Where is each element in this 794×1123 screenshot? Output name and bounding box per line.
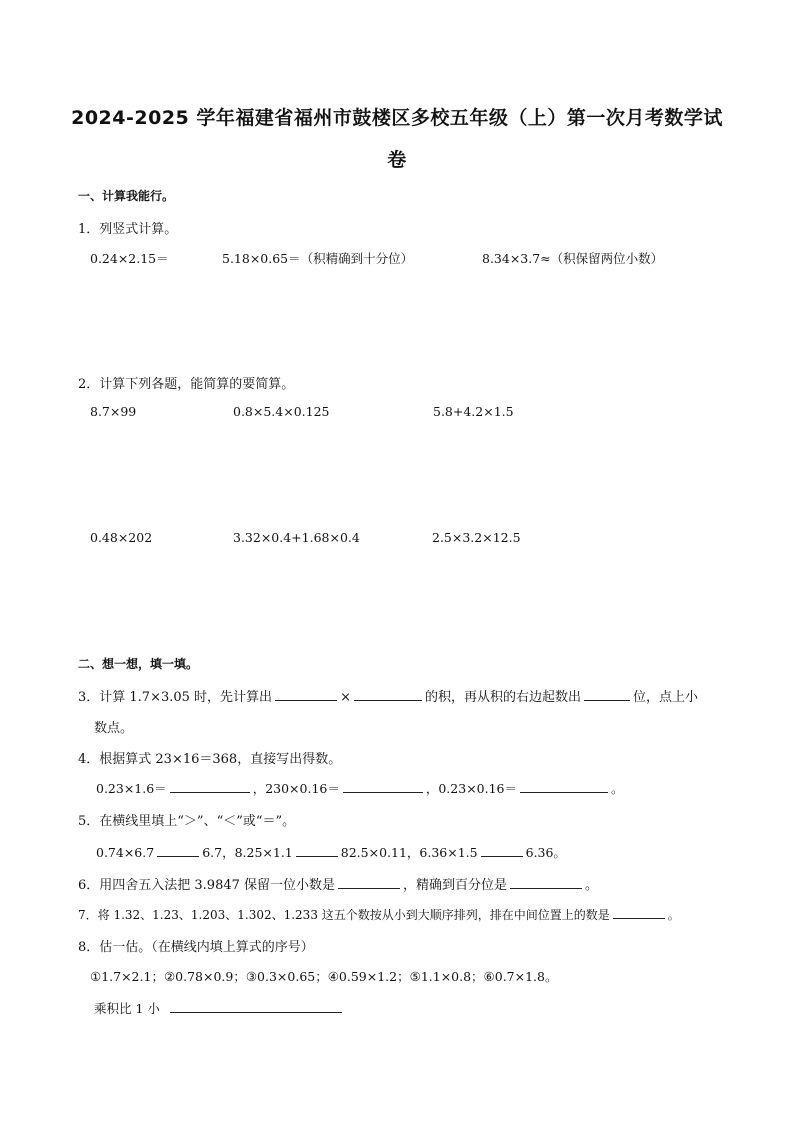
question-5-answers xyxy=(96,843,566,861)
q8-prompt: 乘积比 1 小 xyxy=(94,1001,160,1016)
q3-times: × xyxy=(340,690,351,705)
q6-end: 。 xyxy=(585,878,599,893)
question-3 xyxy=(78,686,698,705)
q4-blank-3[interactable] xyxy=(520,779,608,793)
question-6 xyxy=(78,874,598,893)
q4-blank-2[interactable] xyxy=(343,779,423,793)
q4-expr-3: ，0.23×0.16＝ xyxy=(425,781,517,796)
q7-blank[interactable] xyxy=(613,905,665,919)
q6-text-2: ，精确到百分位是 xyxy=(403,878,508,893)
question-1-label: 1．列竖式计算。 xyxy=(78,222,178,237)
q5-expr-1: 0.74×6.7 xyxy=(96,845,155,860)
q1-exercise-1: 0.24×2.15＝ xyxy=(90,251,169,266)
q4-expr-1: 0.23×1.6＝ xyxy=(96,781,167,796)
question-8-label: 8．估一估。（在横线内填上算式的序号） xyxy=(78,940,314,955)
page-title: 2024-2025 学年福建省福州市鼓楼区多校五年级（上）第一次月考数学试 xyxy=(71,107,723,129)
q2-exercise-6: 2.5×3.2×12.5 xyxy=(432,530,521,545)
q1-exercise-2: 5.18×0.65＝（积精确到十分位） xyxy=(222,251,414,266)
q3-text-3: 位，点上小 xyxy=(632,690,698,705)
q5-expr-2: 6.7，8.25×1.1 xyxy=(202,845,293,860)
q8-blank[interactable] xyxy=(170,999,342,1013)
q3-blank-3[interactable] xyxy=(584,687,630,701)
q1-exercise-3: 8.34×3.7≈（积保留两位小数） xyxy=(482,251,664,266)
q3-blank-1[interactable] xyxy=(275,687,337,701)
section-heading-1: 一、计算我能行。 xyxy=(78,189,175,203)
q2-exercise-3: 5.8+4.2×1.5 xyxy=(433,404,514,419)
q2-exercise-1: 8.7×99 xyxy=(90,404,137,419)
q2-exercise-2: 0.8×5.4×0.125 xyxy=(233,404,330,419)
question-4-answers xyxy=(96,779,624,797)
q4-blank-1[interactable] xyxy=(170,779,250,793)
q5-blank-2[interactable] xyxy=(296,843,338,857)
q6-text-1: 6．用四舍五入法把 3.9847 保留一位小数是 xyxy=(78,878,336,893)
q6-blank-2[interactable] xyxy=(510,875,582,889)
q5-blank-1[interactable] xyxy=(157,843,199,857)
q4-end: 。 xyxy=(611,781,624,796)
question-2-label: 2．计算下列各题，能简算的要简算。 xyxy=(78,377,295,392)
q5-expr-4: 6.36。 xyxy=(525,845,566,860)
q5-expr-3: 82.5×0.11，6.36×1.5 xyxy=(340,845,478,860)
q7-text: 7．将 1.32、1.23、1.203、1.302、1.233 这五个数按从小到大顺序排列，排在中间位置上的数是 xyxy=(78,908,610,922)
q2-exercise-5: 3.32×0.4+1.68×0.4 xyxy=(233,530,360,545)
q3-text-1: 3．计算 1.7×3.05 时，先计算出 xyxy=(78,690,273,705)
q5-blank-3[interactable] xyxy=(481,843,523,857)
section-heading-2: 二、想一想，填一填。 xyxy=(78,657,199,671)
question-7 xyxy=(78,905,680,923)
q3-blank-2[interactable] xyxy=(354,687,422,701)
q3-text-2: 的积，再从积的右边起数出 xyxy=(424,690,581,705)
q4-expr-2: ，230×0.16＝ xyxy=(252,781,340,796)
q2-exercise-4: 0.48×202 xyxy=(90,530,153,545)
q6-blank-1[interactable] xyxy=(338,875,400,889)
page-title-continued: 卷 xyxy=(387,149,407,171)
question-3-continued: 数点。 xyxy=(94,721,134,736)
q8-options: ①1.7×2.1；②0.78×0.9；③0.3×0.65；④0.59×1.2；⑤1.1×0.8；⑥0.7×1.8。 xyxy=(90,969,558,984)
question-4-label: 4．根据算式 23×16＝368，直接写出得数。 xyxy=(78,752,342,767)
q8-answer-line xyxy=(94,999,345,1017)
q7-end: 。 xyxy=(667,908,680,922)
question-5-label: 5．在横线里填上“＞”、“＜”或“＝”。 xyxy=(78,814,296,829)
